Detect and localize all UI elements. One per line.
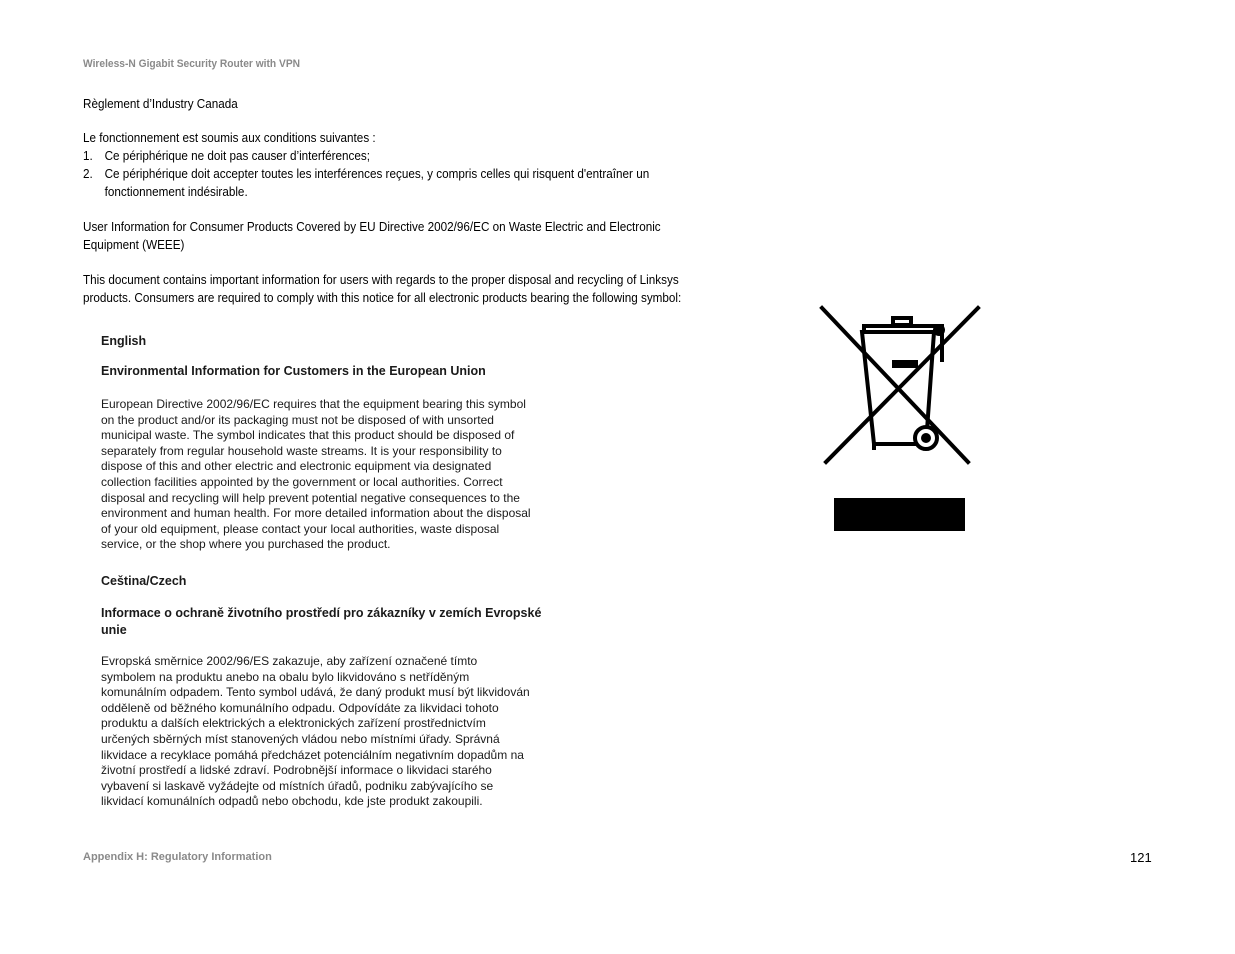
weee-heading-line: User Information for Consumer Products Covered by EU Directive 2002/96/EC on Waste Electric and Electronic [83, 219, 661, 234]
list-item-text: fonctionnement indésirable. [104, 184, 248, 199]
scan-line: municipal waste. The symbol indicates that this product should be disposed of [101, 428, 515, 443]
list-item [83, 165, 681, 201]
list-number: 1. [83, 148, 93, 163]
page-number: 121 [1130, 850, 1152, 865]
scan-line: disposal and recycling will help prevent potential negative consequences to the [101, 490, 520, 505]
scan-line: environment and human health. For more detailed information about the disposal [101, 506, 531, 521]
scan-line: service, or the shop where you purchased the product. [101, 537, 391, 552]
canada-title: Règlement d’Industry Canada [83, 96, 238, 111]
canada-section [83, 95, 681, 307]
czech-language-label: Ceština/Czech [101, 574, 187, 588]
running-header: Wireless-N Gigabit Security Router with VPN [83, 58, 301, 70]
scan-line: produktu a dalších elektrických a elektronických zařízení prostřednictvím [101, 716, 486, 731]
scan-line: symbolem na produktu anebo na obalu bylo likvidováno s netříděným [101, 669, 470, 684]
scan-line: určených sběrných míst stanovených vládou nebo místními úřady. Správná [101, 731, 500, 746]
czech-body [101, 654, 530, 810]
scan-line: dispose of this and other electric and electronic equipment via designated [101, 459, 492, 474]
crossed-out-wheelie-bin-icon [816, 302, 986, 472]
czech-heading-line: unie [101, 623, 127, 637]
list-item-text: Ce périphérique doit accepter toutes les interférences reçues, y compris celles qui risquent d'entraîner un [104, 166, 650, 181]
list-item-text: Ce périphérique ne doit pas causer d’interférences; [104, 148, 370, 163]
symbol-date-bar [834, 498, 965, 531]
scan-line: European Directive 2002/96/EC requires that the equipment bearing this symbol [101, 397, 526, 411]
czech-heading-line: Informace o ochraně životního prostředí pro zákazníky v zemích Evropské [101, 606, 542, 620]
canada-intro: Le fonctionnement est soumis aux conditions suivantes : [83, 130, 376, 145]
scan-line: životní prostředí a lidské zdraví. Podrobnější informace o likvidaci starého [101, 763, 492, 778]
weee-body-line: products. Consumers are required to comply with this notice for all electronic products bearing the following symbol: [83, 290, 682, 305]
english-body [101, 397, 531, 553]
czech-heading [101, 605, 541, 639]
weee-heading-line: Equipment (WEEE) [83, 237, 185, 252]
scan-line: of your old equipment, please contact your local authorities, waste disposal [101, 521, 500, 536]
scan-line: separately from regular household waste streams. It is your responsibility to [101, 443, 502, 458]
scan-line: vybavení si laskavě vyžádejte od místních úřadů, podniku zabývajícího se [101, 778, 494, 793]
scan-line: likvidací komunálních odpadů nebo obchodu, kde jste produkt zakoupili. [101, 794, 483, 809]
english-language-label: English [101, 334, 147, 348]
scan-line: Evropská směrnice 2002/96/ES zakazuje, aby zařízení označené tímto [101, 654, 478, 668]
scan-line: collection facilities appointed by the government or local authorities. Correct [101, 474, 503, 489]
scan-line: likvidace a recyklace pomáhá předcházet potenciálním negativním dopadům na [101, 747, 524, 762]
scan-line: on the product and/or its packaging must not be disposed of with unsorted [101, 412, 494, 427]
scan-line: komunálním odpadem. Tento symbol udává, že daný produkt musí být likvidován [101, 685, 530, 700]
weee-body-line: This document contains important information for users with regards to the proper disposal and recycling of Linksys [83, 272, 679, 287]
list-number: 2. [83, 166, 93, 181]
english-heading: Environmental Information for Customers in the European Union [101, 364, 486, 378]
list-item [83, 147, 681, 165]
footer-section-title: Appendix H: Regulatory Information [83, 851, 272, 863]
scan-line: odděleně od běžného komunálního odpadu. Odpovídáte za likvidaci tohoto [101, 700, 499, 715]
